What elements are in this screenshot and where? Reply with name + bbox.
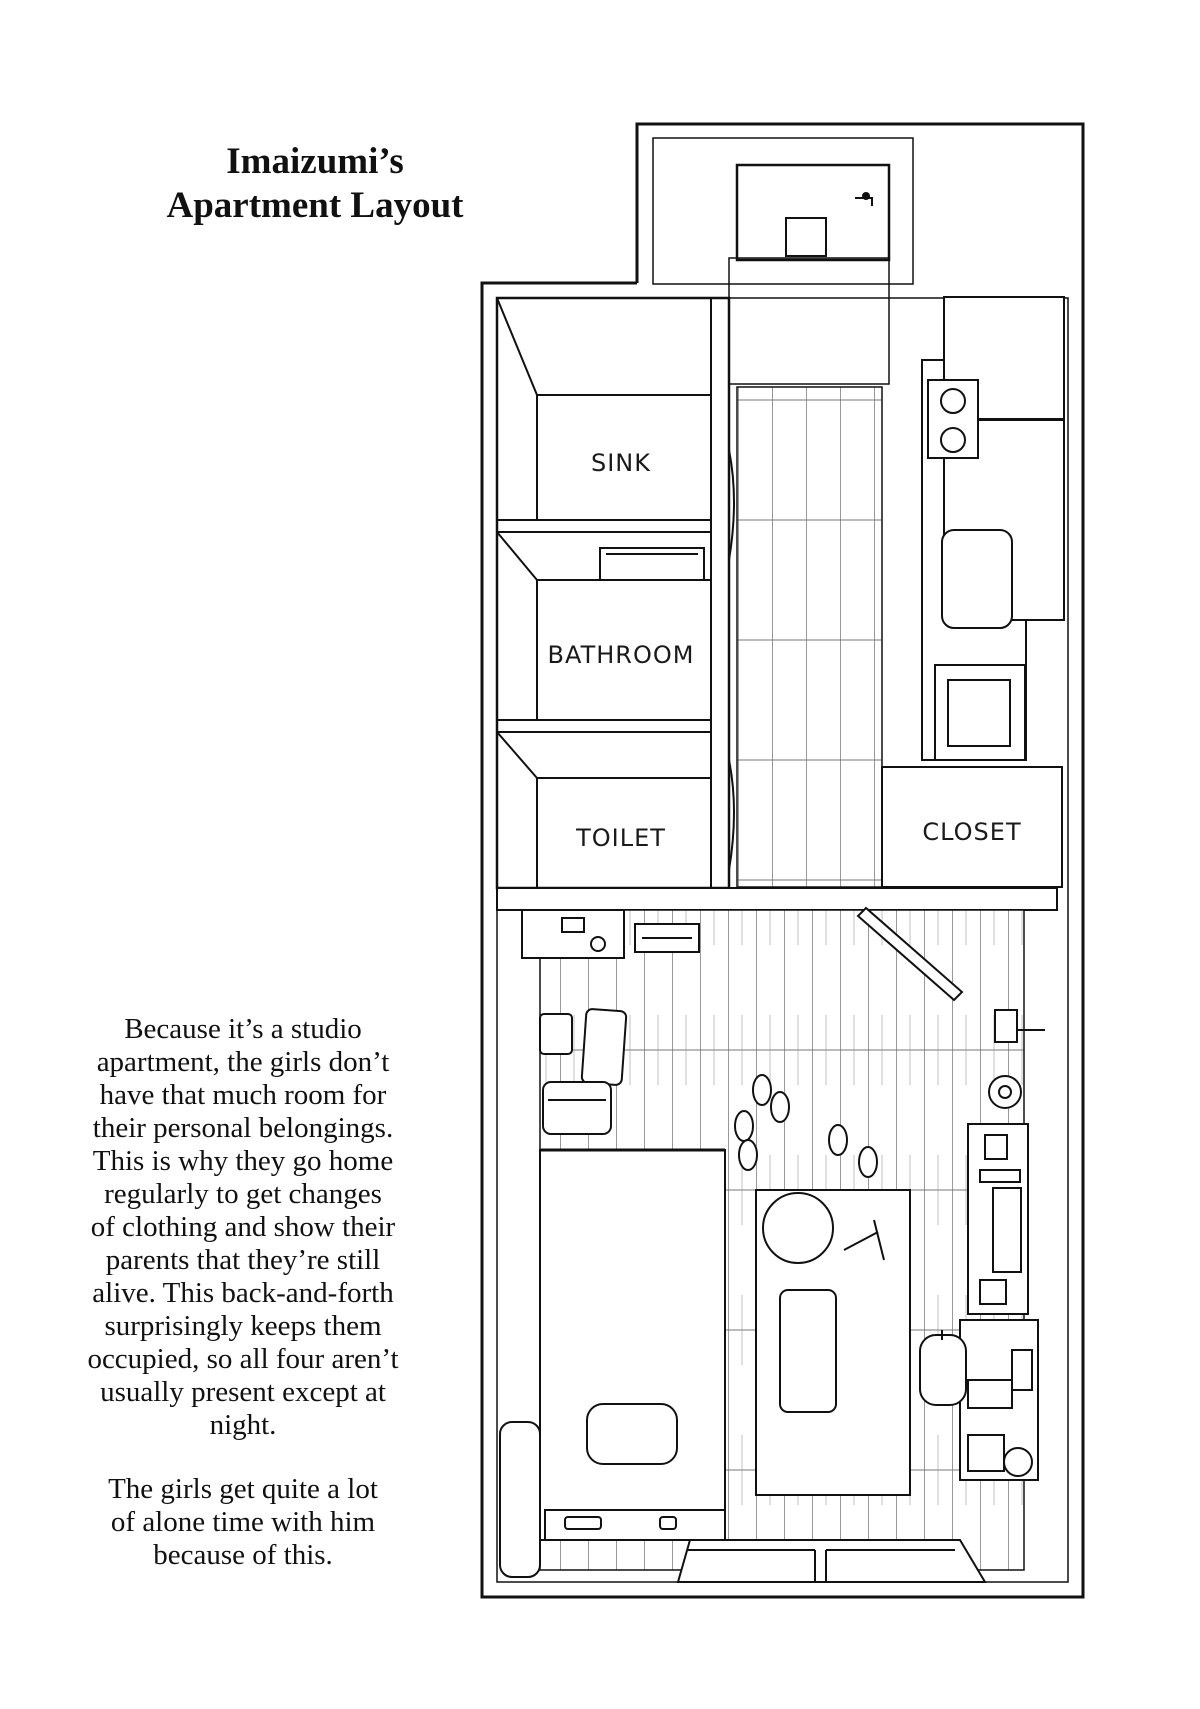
hallway-floor [737, 387, 882, 887]
trash-bin [500, 1422, 540, 1577]
room-label-sink: SINK [590, 449, 652, 477]
note-line: usually present except at [100, 1376, 386, 1408]
closet [882, 767, 1062, 887]
balcony-door [678, 1540, 985, 1582]
room-label-closet: CLOSET [922, 818, 1022, 846]
title-line-2: Apartment Layout [166, 185, 464, 226]
room-label-bathroom: BATHROOM [547, 641, 695, 669]
note-line: regularly to get changes [104, 1178, 382, 1210]
note-line: occupied, so all four aren’t [87, 1343, 399, 1375]
rug-and-table [756, 1190, 910, 1495]
note-line: Because it’s a studio [124, 1013, 362, 1045]
entrance [653, 138, 913, 384]
note-line: This is why they go home [92, 1145, 394, 1177]
room-label-toilet: TOILET [576, 824, 666, 852]
note-line: parents that they’re still [105, 1244, 381, 1276]
title-line-1: Imaizumi’s [226, 141, 404, 182]
note-line: alive. This back-and-forth [92, 1277, 394, 1309]
note-line: apartment, the girls don’t [96, 1046, 390, 1078]
note-line: surprisingly keeps them [104, 1310, 382, 1342]
note-text [60, 1013, 426, 1603]
note-paragraph-2 [60, 1473, 426, 1572]
note-paragraph-1 [60, 1013, 426, 1442]
wet-area-block [497, 298, 734, 888]
note-line: have that much room for [99, 1079, 387, 1111]
note-line: night. [209, 1409, 277, 1441]
note-line: of alone time with him [110, 1506, 376, 1538]
note-line: of clothing and show their [90, 1211, 396, 1243]
kitchen-counter [922, 297, 1064, 760]
note-line: The girls get quite a lot [108, 1473, 378, 1505]
dividing-wall [497, 888, 1057, 910]
note-line: their personal belongings. [92, 1112, 394, 1144]
note-line: because of this. [153, 1539, 333, 1571]
bed [540, 1150, 725, 1540]
